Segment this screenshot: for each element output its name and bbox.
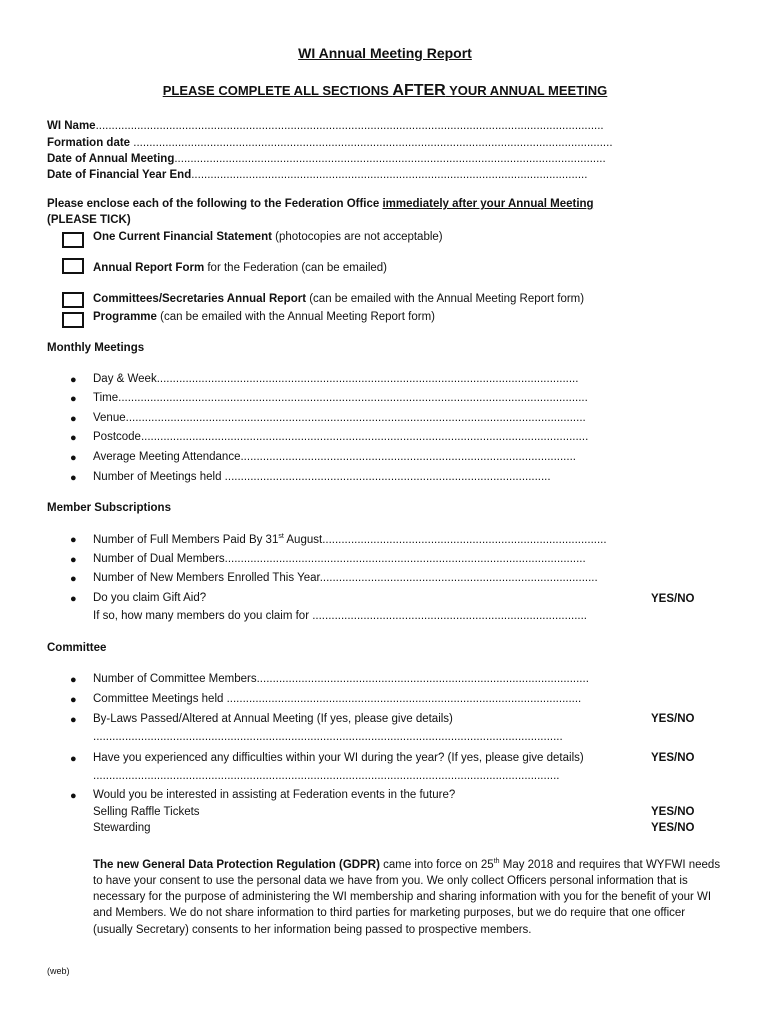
annual-meeting-date-field[interactable]: Date of Annual Meeting.......................................................................................................................................	[47, 153, 606, 165]
day-week-field[interactable]: Day & Week....................................................................................................................................	[93, 373, 579, 385]
tick-instruction: (PLEASE TICK)	[47, 214, 131, 226]
dual-members-field[interactable]: Number of Dual Members.................................................................................................................	[93, 553, 586, 565]
programme-label: Programme (can be emailed with the Annual Meeting Report form)	[93, 311, 435, 323]
bullet: ●	[70, 674, 77, 686]
monthly-meetings-heading: Monthly Meetings	[47, 342, 145, 354]
footer-web-label: (web)	[47, 966, 70, 976]
committee-members-field[interactable]: Number of Committee Members........................................................................................................	[93, 673, 589, 685]
raffle-yes-no[interactable]: YES/NO	[651, 806, 695, 818]
gift-aid-question: Do you claim Gift Aid?	[93, 592, 207, 604]
bullet: ●	[70, 593, 77, 605]
difficulties-question: Have you experienced any difficulties within your WI during the year? (If yes, please give details)	[93, 752, 584, 764]
gdpr-paragraph: The new General Data Protection Regulation (GDPR) came into force on 25th May 2018 and requires that WYFWI needs to have your consent to use the personal data we have from you. We only collect Officers personal information that is necessary for the purpose of administering the WI membership and sharing information with you for the benefit of your WI and Members. We do not share information to third parties for marketing purposes, but we do require that one officer (usually Secretary) consents to her information being passed to prospective members.	[93, 858, 721, 936]
committee-meetings-field[interactable]: Committee Meetings held ...............................................................................................................	[93, 693, 582, 705]
stewarding-yes-no[interactable]: YES/NO	[651, 822, 695, 834]
annual-report-checkbox[interactable]	[62, 258, 84, 274]
form-title: WI Annual Meeting Report	[298, 45, 472, 61]
wi-name-field[interactable]: WI Name...............................................................................................................................................................	[47, 120, 604, 132]
financial-year-end-field[interactable]: Date of Financial Year End............................................................................................................................	[47, 169, 588, 181]
postcode-field[interactable]: Postcode............................................................................................................................................	[93, 431, 589, 443]
enclose-instruction: Please enclose each of the following to the Federation Office immediately after your Annual Meeting	[47, 198, 594, 210]
bylaws-yes-no[interactable]: YES/NO	[651, 713, 695, 725]
committee-heading: Committee	[47, 642, 107, 654]
committees-report-checkbox[interactable]	[62, 292, 84, 308]
bullet: ●	[70, 753, 77, 765]
bullet: ●	[70, 573, 77, 585]
bylaws-question: By-Laws Passed/Altered at Annual Meeting (If yes, please give details)	[93, 713, 453, 725]
member-subscriptions-heading: Member Subscriptions	[47, 502, 171, 514]
difficulties-yes-no[interactable]: YES/NO	[651, 752, 695, 764]
attendance-field[interactable]: Average Meeting Attendance.........................................................................................................	[93, 451, 576, 463]
bullet: ●	[70, 452, 77, 464]
meetings-held-field[interactable]: Number of Meetings held ......................................................................................................	[93, 471, 551, 483]
full-members-field[interactable]: Number of Full Members Paid By 31st August.........................................................................................	[93, 533, 607, 546]
bullet: ●	[70, 472, 77, 484]
new-members-field[interactable]: Number of New Members Enrolled This Year.......................................................................................	[93, 572, 598, 584]
bullet: ●	[70, 374, 77, 386]
events-question: Would you be interested in assisting at Federation events in the future?	[93, 789, 456, 801]
formation-date-field[interactable]: Formation date ......................................................................................................................................................	[47, 137, 613, 149]
bylaws-details-field[interactable]: ...................................................................................................................................................	[93, 731, 563, 743]
financial-statement-label: One Current Financial Statement (photocopies are not acceptable)	[93, 231, 443, 243]
bullet: ●	[70, 694, 77, 706]
bullet: ●	[70, 714, 77, 726]
raffle-label: Selling Raffle Tickets	[93, 806, 200, 818]
difficulties-details-field[interactable]: ..................................................................................................................................................	[93, 770, 560, 782]
annual-report-label: Annual Report Form for the Federation (can be emailed)	[93, 262, 387, 274]
form-subtitle: PLEASE COMPLETE ALL SECTIONS AFTER YOUR ANNUAL MEETING	[162, 82, 608, 99]
bullet: ●	[70, 393, 77, 405]
bullet: ●	[70, 554, 77, 566]
bullet: ●	[70, 432, 77, 444]
gift-aid-yes-no[interactable]: YES/NO	[651, 593, 695, 605]
venue-field[interactable]: Venue................................................................................................................................................	[93, 412, 586, 424]
gift-aid-members-field[interactable]: If so, how many members do you claim for ......................................................................................	[93, 610, 587, 622]
bullet: ●	[70, 790, 77, 802]
time-field[interactable]: Time...................................................................................................................................................	[93, 392, 588, 404]
bullet: ●	[70, 413, 77, 425]
bullet: ●	[70, 534, 77, 546]
programme-checkbox[interactable]	[62, 312, 84, 328]
committees-report-label: Committees/Secretaries Annual Report (can be emailed with the Annual Meeting Report form)	[93, 293, 585, 305]
financial-statement-checkbox[interactable]	[62, 232, 84, 248]
stewarding-label: Stewarding	[93, 822, 151, 834]
